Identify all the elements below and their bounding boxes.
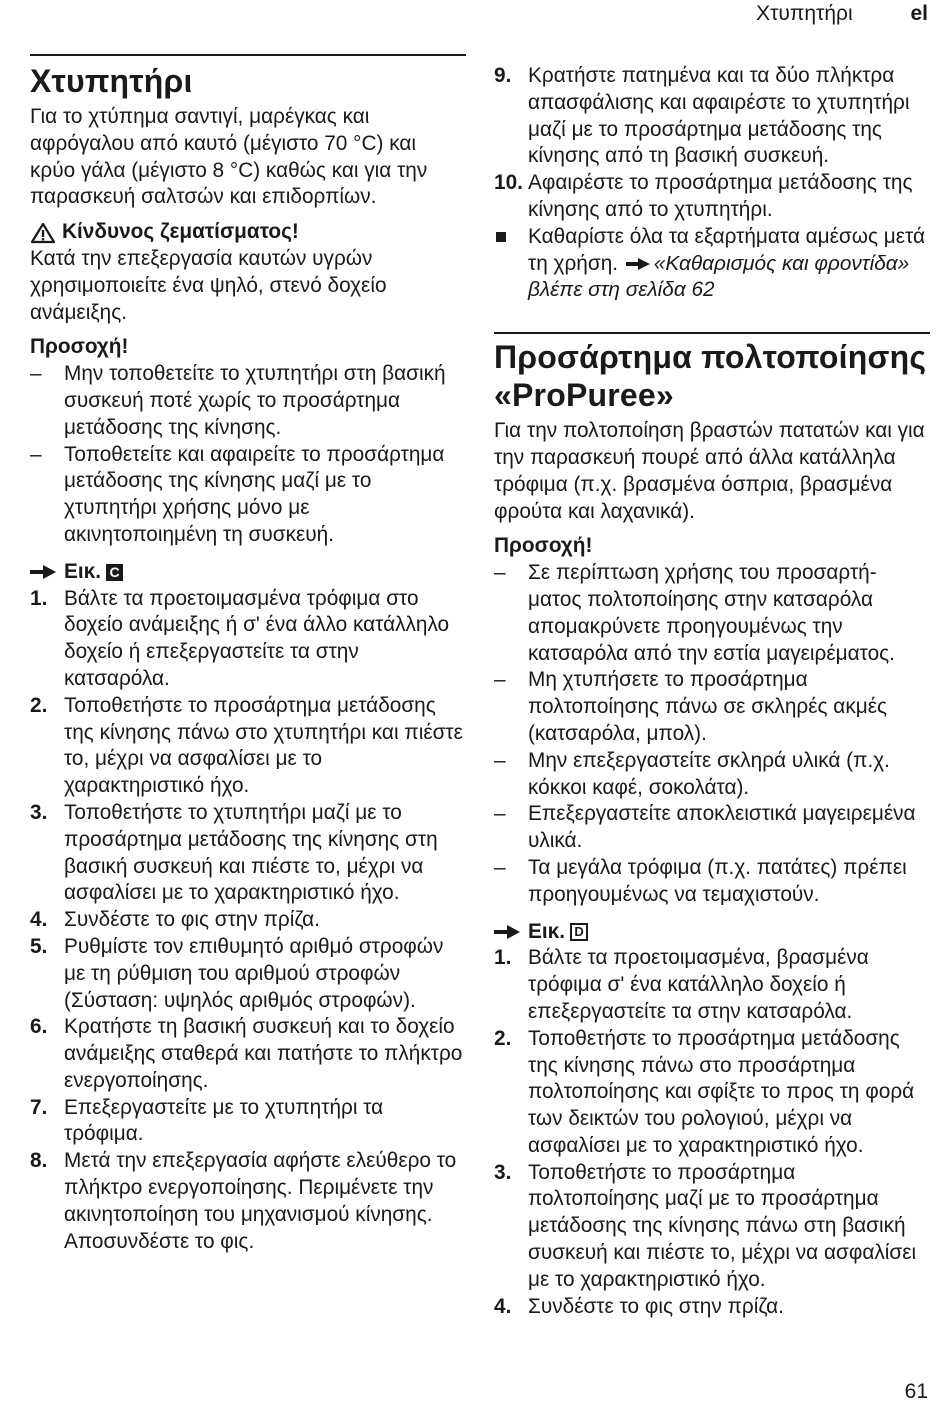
list-item: – Σε περίπτωση χρήσης του προσαρτή-ματος πολτοποίησης στην κατσαρόλα απομακρύνετε προηγουμένως την κατσαρόλα από την εστία μαγειρέματος. — [494, 561, 895, 665]
cleaning-text: Καθαρίστε όλα τα εξαρτήματα αμέσως μετά τη χρήση. — [528, 224, 925, 275]
list-item: 9. Κρατήστε πατημένα και τα δύο πλήκτρα απασφάλισης και αφαιρέστε το χτυπητήρι μαζί με το προσάρτημα μετάδοσης της κίνησης από τη βασική συσκευή. — [494, 64, 910, 168]
dash-mark: – — [494, 802, 506, 826]
list-item: 4. Συνδέστε το φις στην πρίζα. — [494, 1294, 784, 1318]
whisk-title: Χτυπητήρι — [30, 63, 193, 99]
dash-mark: – — [494, 855, 506, 879]
list-item — [494, 224, 930, 304]
list-item: 3. Τοποθετήστε το χτυπητήρι μαζί με το προσάρτημα μετάδοσης της κίνησης στη βασική συσκευή και πιέστε το, μέχρι να ασφαλίσει με το χαρακτηριστικό ήχο. — [30, 800, 438, 905]
puree-intro: Για την πολτοποίηση βραστών πατατών και για την παρασκευή πουρέ από άλλα κατάλληλα τρόφιμα (π.χ. βρασμένα όσπρια, βρασμένα φρούτα και λαχανικά). — [494, 419, 925, 523]
header-language: el — [910, 2, 928, 25]
list-item: 10. Αφαιρέστε το προσάρτημα μετάδοσης της κίνησης από το χτυπητήρι. — [494, 171, 913, 221]
figure-letter-badge: C — [106, 564, 123, 581]
danger-heading — [30, 219, 466, 246]
list-item: 6. Κρατήστε τη βασική συσκευή και το δοχείο ανάμειξης σταθερά και πατήστε το πλήκτρο ενεργοποίησης. — [30, 1015, 463, 1092]
figure-label: Εικ. — [528, 919, 566, 943]
list-item: – Μη χτυπήσετε το προσάρτημα πολτοποίησης πάνω σε σκληρές ακμές (κατσαρόλα, μπολ). — [494, 668, 887, 745]
arrow-right-icon — [30, 565, 56, 579]
whisk-steps-list — [30, 586, 466, 1256]
figure-reference — [494, 919, 930, 946]
list-item: 7. Επεξεργαστείτε με το χτυπητήρι τα τρόφιμα. — [30, 1095, 384, 1146]
cleaning-page-reference: «Καθαρισμός και φροντίδα» βλέπε στη σελίδα 62 — [528, 251, 910, 302]
caution-list — [494, 560, 930, 908]
list-item: 1. Βάλτε τα προετοιμασμένα τρόφιμα στο δοχείο ανάμειξης ή σ' ένα άλλο κατάλληλο δοχείο ή επεξεργαστείτε τα στην κατσαρόλα. — [30, 586, 450, 690]
header-section-title: Χτυπητήρι — [756, 2, 853, 25]
list-item: 2. Τοποθετήστε το προσάρτημα μετάδοσης της κίνησης πάνω στο χτυπητήρι και πιέστε το, μέχρι να ασφαλίσει με το χαρακτηριστικό ήχο. — [30, 693, 463, 798]
warning-triangle-icon — [30, 222, 56, 244]
dash-mark: – — [494, 748, 506, 772]
arrow-right-icon — [494, 925, 520, 939]
puree-title: Προσάρτημα πολτοποίησης «ProPuree» — [494, 339, 927, 414]
left-column — [30, 54, 466, 1255]
list-item: – Τα μεγάλα τρόφιμα (π.χ. πατάτες) πρέπει προηγουμένως να τεμαχιστούν. — [494, 855, 907, 906]
danger-title: Κίνδυνος ζεματίσματος! — [62, 220, 299, 244]
list-item: 8. Μετά την επεξεργασία αφήστε ελεύθερο το πλήκτρο ενεργοποίησης. Περιμένετε την ακινητοποίηση του μηχανισμού κίνησης. Αποσυνδέστε το φις. — [30, 1149, 457, 1253]
page-header — [756, 2, 928, 26]
whisk-steps-continued — [494, 63, 930, 304]
figure-reference — [30, 559, 466, 586]
dash-mark: – — [494, 561, 506, 585]
right-column — [494, 63, 930, 1320]
caution-title: Προσοχή! — [494, 534, 593, 558]
section-rule — [30, 54, 466, 56]
dash-mark: – — [30, 442, 42, 466]
caution-list — [30, 361, 466, 549]
square-bullet-icon — [496, 232, 506, 242]
whisk-intro: Για το χτύπημα σαντιγί, μαρέγκας και αφρόγαλου από καυτό (μέγιστο 70 °C) και κρύο γάλα (μέγιστο 8 °C) καθώς και για την παρασκευή σαλτσών και επιδορπίων. — [30, 105, 428, 209]
list-item: 3. Τοποθετήστε το προσάρτημα πολτοποίησης μαζί με το προσάρτημα μετάδοσης της κίνησης πάνω στη βασική συσκευή και πιέστε το, μέχρι να ασφαλίσει με το χαρακτηριστικό ήχο. — [494, 1160, 917, 1291]
arrow-right-icon — [626, 258, 650, 270]
list-item: – Μην τοποθετείτε το χτυπητήρι στη βασική συσκευή ποτέ χωρίς το προσάρτημα μετάδοσης της κίνησης. — [30, 362, 446, 439]
figure-letter-badge: D — [570, 923, 588, 941]
caution-title: Προσοχή! — [30, 335, 129, 359]
list-item: 5. Ρυθμίστε τον επιθυμητό αριθμό στροφών με τη ρύθμιση του αριθμού στροφών (Σύσταση: υψηλός αριθμός στροφών). — [30, 934, 444, 1012]
figure-label: Εικ. — [64, 559, 102, 583]
list-item: 2. Τοποθετήστε το προσάρτημα μετάδοσης της κίνησης πάνω στο προσάρτημα πολτοποίησης και σφίξτε το προς τη φορά των δεικτών του ρολογιού, μέχρι να ασφαλίσει με το χαρακτηριστικό ήχο. — [494, 1026, 915, 1157]
puree-steps-list — [494, 945, 930, 1320]
list-item: 4. Συνδέστε το φις στην πρίζα. — [30, 908, 320, 932]
list-item: 1. Βάλτε τα προετοιμασμένα, βρασμένα τρόφιμα σ' ένα κατάλληλο δοχείο ή επεξεργαστείτε τα στην κατσαρόλα. — [494, 946, 869, 1023]
list-item: – Μην επεξεργαστείτε σκληρά υλικά (π.χ. κόκκοι καφέ, σοκολάτα). — [494, 748, 890, 799]
list-item: – Τοποθετείτε και αφαιρείτε το προσάρτημα μετάδοσης της κίνησης μαζί με το χτυπητήρι χρήσης μόνο με ακινητοποιημένη τη συσκευή. — [30, 442, 445, 546]
danger-text: Κατά την επεξεργασία καυτών υγρών χρησιμοποιείτε ένα ψηλό, στενό δοχείο ανάμειξης. — [30, 246, 387, 324]
dash-mark: – — [494, 668, 506, 692]
dash-mark: – — [30, 362, 42, 386]
page-number: 61 — [904, 1380, 928, 1403]
section-rule — [494, 332, 930, 334]
list-item: – Επεξεργαστείτε αποκλειστικά μαγειρεμένα υλικά. — [494, 802, 916, 853]
